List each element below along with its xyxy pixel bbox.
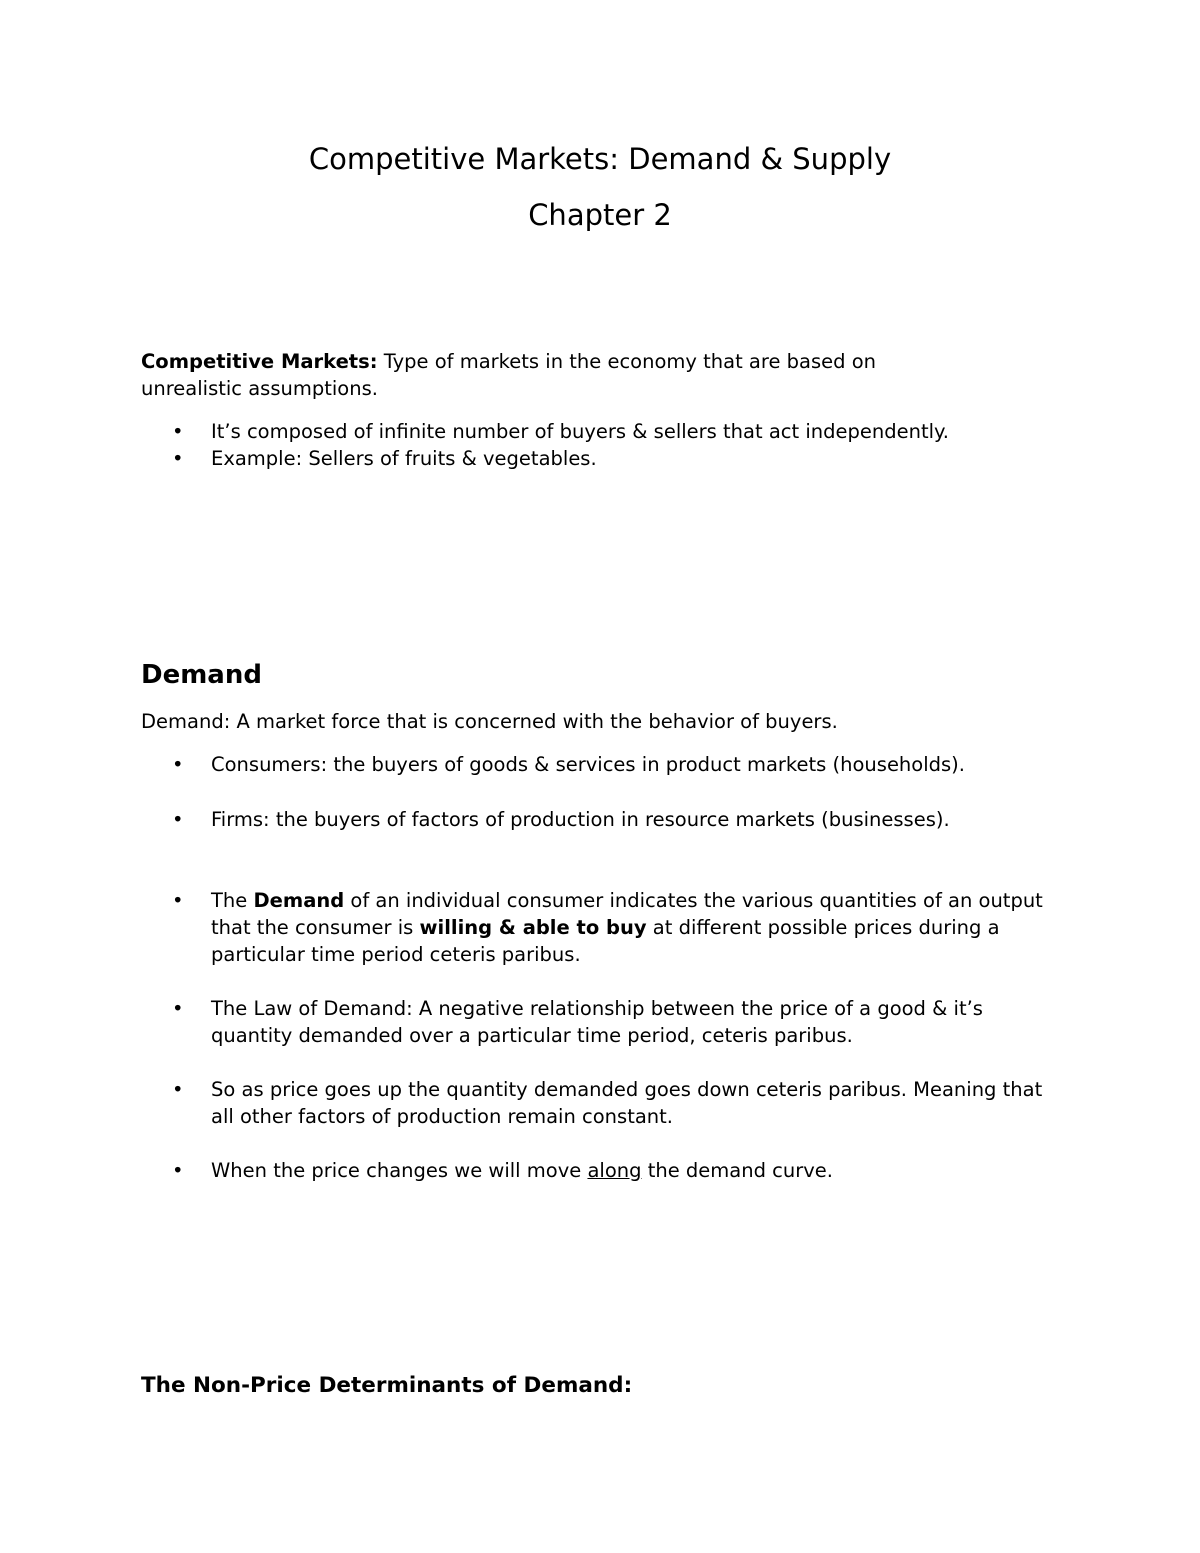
list-item-text: It’s composed of infinite number of buyers & sellers that act independently. — [211, 420, 949, 443]
bullet-icon: • — [172, 447, 184, 470]
list-item — [172, 806, 1072, 833]
willing-able-term: willing & able to buy — [419, 916, 647, 939]
list-item-text: When the price changes we will move along the demand curve. — [211, 1159, 833, 1182]
list-item — [172, 1076, 1072, 1130]
bullet-icon: • — [172, 420, 184, 443]
list-item — [172, 418, 1072, 445]
chapter-label: Chapter 2 — [528, 198, 672, 232]
list-item — [172, 887, 1072, 968]
list-item — [172, 995, 1072, 1049]
page-title: Competitive Markets: Demand & Supply — [308, 142, 892, 176]
competitive-markets-definition-line2: unrealistic assumptions. — [141, 377, 378, 400]
list-item-text: Example: Sellers of fruits & vegetables. — [211, 447, 597, 470]
bullet-icon: • — [172, 889, 184, 912]
list-item-text: The Demand of an individual consumer indicates the various quantities of an output that the consumer is willing & able to buy at different possible prices during a particular time period ceteris paribus. — [211, 889, 1043, 966]
bullet-icon: • — [172, 997, 184, 1020]
bullet-icon: • — [172, 1159, 184, 1182]
bullet-icon: • — [172, 808, 184, 831]
bullet-icon: • — [172, 753, 184, 776]
competitive-markets-definition-line1: Type of markets in the economy that are based on — [377, 350, 876, 373]
list-item — [172, 751, 1072, 778]
list-item — [172, 1157, 1072, 1184]
list-item-text: So as price goes up the quantity demanded goes down ceteris paribus. Meaning that all other factors of production remain constant. — [211, 1078, 1043, 1128]
demand-heading: Demand — [141, 660, 262, 690]
competitive-markets-definition — [141, 348, 1061, 402]
list-item-text: Firms: the buyers of factors of production in resource markets (businesses). — [211, 808, 950, 831]
bullet-icon: • — [172, 1078, 184, 1101]
demand-intro: Demand: A market force that is concerned with the behavior of buyers. — [141, 710, 838, 733]
list-item — [172, 445, 1072, 472]
demand-term: Demand — [253, 889, 345, 912]
competitive-markets-term: Competitive Markets: — [141, 350, 378, 373]
list-item-text: The Law of Demand: A negative relationship between the price of a good & it’s quantity demanded over a particular time period, ceteris paribus. — [211, 997, 983, 1047]
list-item-text: Consumers: the buyers of goods & services in product markets (households). — [211, 753, 965, 776]
non-price-determinants-heading: The Non-Price Determinants of Demand: — [141, 1373, 633, 1398]
along-term: along — [587, 1159, 642, 1182]
